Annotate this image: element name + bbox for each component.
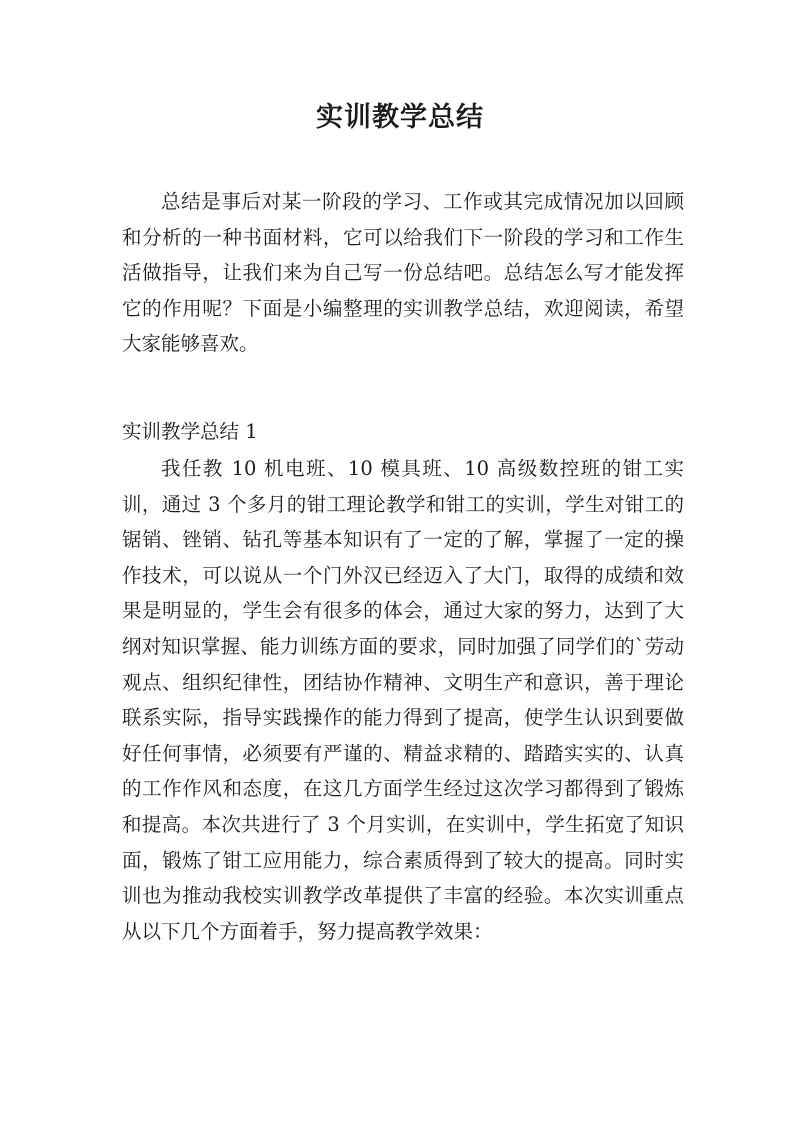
section-heading: 实训教学总结 1 [122, 420, 258, 443]
section-body-paragraph: 我任教 10 机电班、10 模具班、10 高级数控班的钳工实训，通过 3 个多月的钳工理论教学和钳工的实训，学生对钳工的锯销、锉销、钻孔等基本知识有了一定的了解，掌握了一定的操作技术，可以说从一个门外汉已经迈入了大门，取得的成绩和效果是明显的，学生会有很多的体会，通过大家的努力，达到了大纲对知识掌握、能力训练方面的要求，同时加强了同学们的`劳动观点、组织纪律性，团结协作精神、文明生产和意识，善于理论联系实际，指导实践操作的能力得到了提高，使学生认识到要做好任何事情，必须要有严谨的、精益求精的、踏踏实实的、认真的工作作风和态度，在这几方面学生经过这次学习都得到了锻炼和提高。本次共进行了 3 个月实训，在实训中，学生拓宽了知识面，锻炼了钳工应用能力，综合素质得到了较大的提高。同时实训也为推动我校实训教学改革提供了丰富的经验。本次实训重点从以下几个方面着手，努力提高教学效果： [122, 457, 684, 943]
intro-paragraph: 总结是事后对某一阶段的学习、工作或其完成情况加以回顾和分析的一种书面材料，它可以给我们下一阶段的学习和工作生活做指导，让我们来为自己写一份总结吧。总结怎么写才能发挥它的作用呢？下面是小编整理的实训教学总结，欢迎阅读，希望大家能够喜欢。 [122, 190, 684, 356]
document-title: 实训教学总结 [316, 102, 484, 133]
